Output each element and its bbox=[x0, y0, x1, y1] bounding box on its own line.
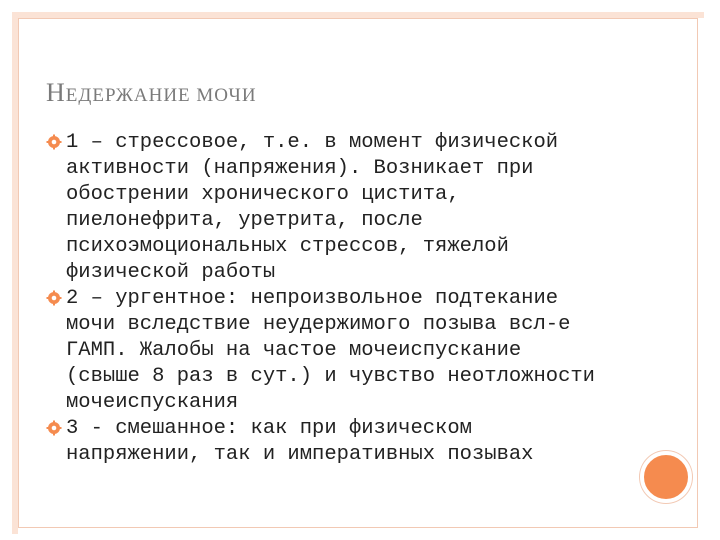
bullet-3-line-1: 3 - смешанное: как при физическом bbox=[66, 417, 472, 440]
gear-bullet-icon bbox=[46, 134, 62, 150]
bullet-1-line-6: физической работы bbox=[66, 261, 276, 284]
bullet-1-line-2: активности (напряжения). Возникает при bbox=[66, 157, 534, 180]
title-rest: ЕДЕРЖАНИЕ МОЧИ bbox=[65, 85, 257, 106]
bullet-1-line-1: 1 – стрессовое, т.е. в момент физической bbox=[66, 131, 559, 154]
bullet-item-3 bbox=[46, 416, 606, 468]
bullet-item-2 bbox=[46, 286, 606, 416]
gear-bullet-icon bbox=[46, 420, 62, 436]
bullet-item-1 bbox=[46, 130, 606, 286]
bullet-2-line-4: (свыше 8 раз в сут.) и чувство неотложности bbox=[66, 365, 595, 388]
bullet-2-line-5: мочеиспускания bbox=[66, 391, 239, 414]
bullet-2-line-2: мочи вследствие неудержимого позыва всл-е bbox=[66, 313, 571, 336]
decorative-orange-circle bbox=[640, 451, 692, 503]
bullet-3-line-2: напряжении, так и императивных позывах bbox=[66, 443, 534, 466]
slide-title bbox=[46, 78, 257, 108]
gear-bullet-icon bbox=[46, 290, 62, 306]
title-first-letter: Н bbox=[46, 78, 66, 107]
bullet-1-line-3: обострении хронического цистита, bbox=[66, 183, 460, 206]
bullet-list bbox=[46, 130, 606, 468]
bullet-1-line-5: психоэмоциональных стрессов, тяжелой bbox=[66, 235, 509, 258]
bullet-2-line-3: ГАМП. Жалобы на частое мочеиспускание bbox=[66, 339, 522, 362]
bullet-1-line-4: пиелонефрита, уретрита, после bbox=[66, 209, 423, 232]
bullet-2-line-1: 2 – ургентное: непроизвольное подтекание bbox=[66, 287, 559, 310]
